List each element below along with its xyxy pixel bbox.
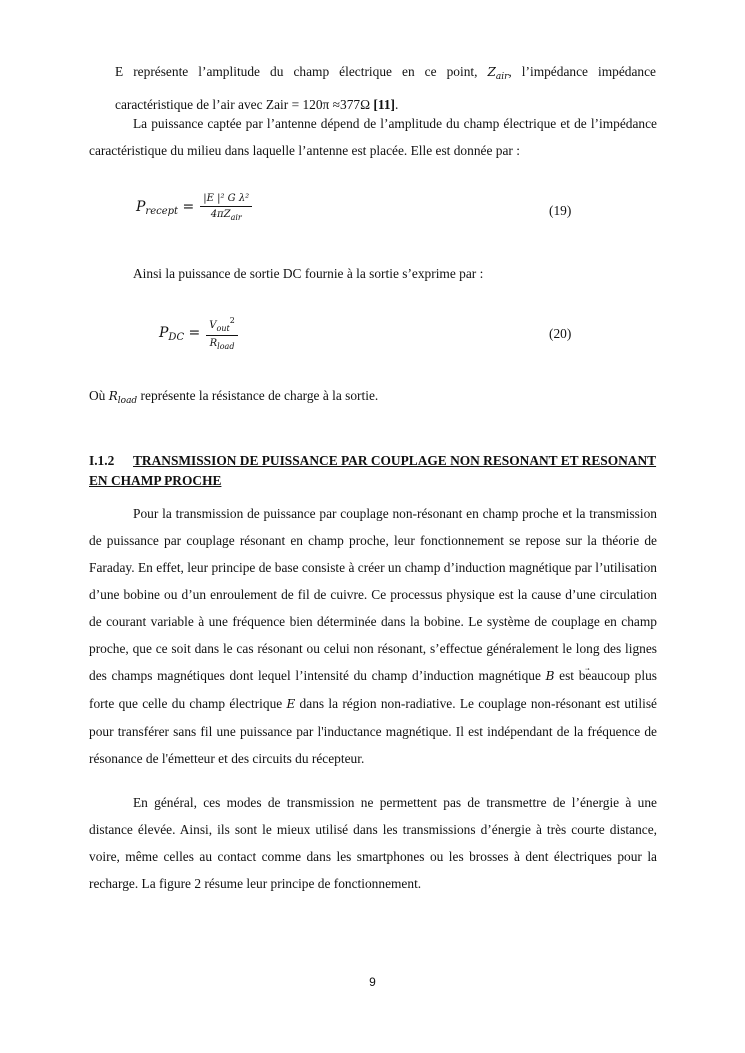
- equation-19-denominator: $4\pi Z_{air}$: [210, 209, 242, 222]
- paragraph-impedance: [115, 58, 656, 118]
- paragraph-faraday: Pour la transmission de puissance par couplage non-résonant en champ proche et la transmission de puissance par couplage résonant en champ proche, leur fonctionnement se repose sur la théorie de Faraday. En effet, leur principe de base consiste à créer un champ d’induction magnétique par l’utilisation d’une bobine ou d’un enroulement de fil de cuivre. Ce processus physique est la cause d’une circulation de courant variable à une fréquence bien déterminée dans la bobine. Le système de couplage en champ proche, que ce soit dans le cas résonant ou celui non résonant, s’effectue généralement le long des lignes des champs magnétiques dont lequel l’intensité du champ d’induction magnétique B est beaucoup plus forte que celle du champ électrique E dans la région non-radiative. Le couplage non-résonant est utilisé pour transférer sans fil une puissance par l'inductance magnétique. Il est indépendant de la fréquence de résonance de l'émetteur et des circuits du récepteur.: [89, 506, 658, 766]
- reference-11: [11]: [373, 97, 395, 112]
- equation-20-number: (20): [549, 326, 572, 341]
- z-air-symbol: $Z_{air}$: [487, 65, 509, 82]
- paragraph-general: En général, ces modes de transmission ne permettent pas de transmettre de l’énergie à une distance élevée. Ainsi, ils sont le mieux utilisé dans les transmissions d’énergie à très courte distance, voire, même celles au contact comme dans les smartphones ou les brosses à dent électriques pour la recharge. La figure 2 résume leur principe de fonctionnement.: [89, 795, 657, 891]
- equation-19-lhs: $P_{recept}$ =: [136, 198, 195, 217]
- b-vector-symbol: B: [545, 669, 555, 683]
- equation-20-lhs: $P_{DC}$ =: [159, 324, 201, 343]
- section-number: I.1.2: [89, 453, 115, 468]
- paragraph-resistance-charge: Où $R_{load}$ représente la résistance de charge à la sortie.: [89, 388, 379, 406]
- r-load-symbol: $R_{load}$: [108, 389, 138, 406]
- paragraph-impedance-line1: E représente l’amplitude du champ électrique en ce point, $Z_{air}$, l’impédance impédance: [115, 64, 656, 82]
- equation-19-fraction: [200, 193, 252, 222]
- equation-20-numerator: $V_{out}^2$: [206, 316, 238, 336]
- paragraph-sortie-dc: Ainsi la puissance de sortie DC fournie à la sortie s’exprime par :: [133, 266, 484, 281]
- equation-19: [136, 193, 252, 222]
- section-heading: [89, 451, 659, 491]
- equation-20-fraction: [206, 316, 238, 351]
- equation-20-denominator: $R_{load}$: [209, 338, 235, 351]
- e-vector-symbol: E: [286, 697, 296, 711]
- equation-19-number: (19): [549, 203, 572, 218]
- paragraph-puissance-captee: La puissance captée par l’antenne dépend de l’amplitude du champ électrique et de l’impédance caractéristique du milieu dans laquelle l’antenne est placée. Elle est donnée par :: [89, 116, 657, 158]
- section-title: TRANSMISSION DE PUISSANCE PAR COUPLAGE NON RESONANT ET RESONANT EN CHAMP PROCHE: [89, 453, 657, 488]
- equation-20: [159, 316, 238, 351]
- equation-19-numerator: |E |² G λ²: [200, 193, 252, 207]
- page-number: 9: [369, 975, 376, 989]
- paragraph-impedance-line2: caractéristique de l’air avec Zair = 120π ≈377Ω [11].: [115, 97, 399, 112]
